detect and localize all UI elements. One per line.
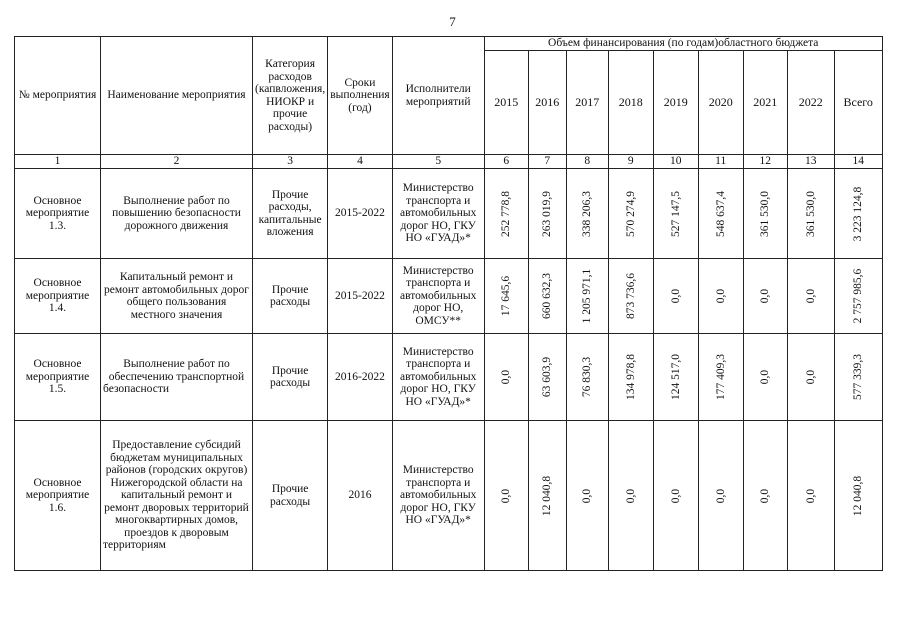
header-funding-group: Объем финансирования (по годам)областного бюджета [484, 37, 882, 51]
value-2019: 527 147,5 [669, 190, 682, 237]
value-cell [743, 421, 787, 571]
value-cell [698, 259, 743, 334]
header-year: 2022 [787, 51, 834, 155]
value-cell [608, 421, 653, 571]
value-cell [698, 169, 743, 259]
value-cell [787, 421, 834, 571]
column-index: 12 [743, 155, 787, 169]
column-index: 13 [787, 155, 834, 169]
value-total: 3 223 124,8 [851, 186, 864, 241]
funding-table [14, 36, 883, 571]
value-2020: 0,0 [714, 488, 727, 503]
column-index: 14 [834, 155, 882, 169]
measure-name: Капитальный ремонт и ремонт автомобильных дорог общего пользования местного значения [101, 259, 253, 334]
value-2020: 0,0 [714, 288, 727, 304]
value-cell [608, 334, 653, 421]
execution-terms: 2015-2022 [328, 169, 393, 259]
value-2021: 0,0 [758, 288, 771, 304]
column-index: 4 [328, 155, 393, 169]
measure-number: Основное мероприятие 1.4. [15, 259, 101, 334]
header-year: 2018 [608, 51, 653, 155]
header-year: 2019 [653, 51, 698, 155]
value-cell [566, 259, 608, 334]
column-index: 2 [101, 155, 253, 169]
value-2018: 134 978,8 [624, 354, 637, 400]
header-num: № мероприятия [15, 37, 101, 155]
value-2019: 0,0 [669, 288, 682, 304]
column-index: 7 [528, 155, 566, 169]
column-index: 1 [15, 155, 101, 169]
value-cell [484, 169, 528, 259]
column-index: 11 [698, 155, 743, 169]
value-2017: 76 830,3 [580, 356, 593, 398]
expense-category: Прочие расходы [253, 334, 328, 421]
value-2016: 263 019,9 [540, 190, 553, 237]
value-total: 577 339,3 [851, 354, 864, 400]
value-2022: 0,0 [804, 488, 817, 503]
value-2016: 660 632,3 [540, 273, 553, 319]
value-2017: 1 205 971,1 [580, 268, 593, 324]
value-2020: 548 637,4 [714, 190, 727, 237]
header-year: 2015 [484, 51, 528, 155]
value-cell [653, 259, 698, 334]
value-2022: 0,0 [804, 288, 817, 304]
value-cell [528, 421, 566, 571]
value-cell [698, 334, 743, 421]
value-cell [608, 169, 653, 259]
value-total: 12 040,8 [851, 475, 864, 516]
value-cell [834, 259, 882, 334]
header-year: 2021 [743, 51, 787, 155]
measure-name: Предоставление субсидий бюджетам муниципальных районов (городских округов) Нижегородской области на капитальный ремонт и ремонт дворовых территорий многоквартирных домов, проездов к дворовым территориям [101, 421, 253, 571]
measure-number: Основное мероприятие 1.3. [15, 169, 101, 259]
header-name: Наименование мероприятия [101, 37, 253, 155]
value-cell [653, 169, 698, 259]
value-2015: 17 645,6 [499, 275, 512, 317]
header-terms: Сроки выполнения (год) [328, 37, 393, 155]
executors: Министерство транспорта и автомобильных дорог НО, ГКУ НО «ГУАД»* [392, 169, 484, 259]
value-2015: 0,0 [499, 369, 512, 385]
value-2015: 252 778,8 [499, 190, 512, 237]
header-category: Категория расходов (капвложения, НИОКР и прочие расходы) [253, 37, 328, 155]
table-row [15, 259, 883, 334]
value-cell [566, 421, 608, 571]
column-index: 9 [608, 155, 653, 169]
value-cell [787, 334, 834, 421]
column-index: 8 [566, 155, 608, 169]
measure-name: Выполнение работ по повышению безопасности дорожного движения [101, 169, 253, 259]
value-2021: 0,0 [758, 369, 771, 385]
value-2016: 63 603,9 [540, 356, 553, 398]
value-cell [787, 259, 834, 334]
table-row [15, 334, 883, 421]
executors: Министерство транспорта и автомобильных дорог НО, ОМСУ** [392, 259, 484, 334]
value-cell [743, 169, 787, 259]
header-year: 2016 [528, 51, 566, 155]
executors: Министерство транспорта и автомобильных дорог НО, ГКУ НО «ГУАД»* [392, 334, 484, 421]
value-cell [743, 259, 787, 334]
column-index-row [15, 155, 883, 169]
value-cell [834, 334, 882, 421]
value-cell [528, 169, 566, 259]
value-2019: 0,0 [669, 488, 682, 503]
expense-category: Прочие расходы [253, 421, 328, 571]
value-cell [566, 169, 608, 259]
value-2019: 124 517,0 [669, 354, 682, 400]
value-2022: 0,0 [804, 369, 817, 385]
header-executors: Исполнители мероприятий [392, 37, 484, 155]
table-row [15, 421, 883, 571]
column-index: 3 [253, 155, 328, 169]
value-cell [834, 169, 882, 259]
measure-name: Выполнение работ по обеспечению транспортной безопасности [101, 334, 253, 421]
value-cell [484, 421, 528, 571]
value-cell [698, 421, 743, 571]
page-number: 7 [449, 14, 456, 29]
header-year: 2020 [698, 51, 743, 155]
value-2015: 0,0 [499, 488, 512, 503]
value-2022: 361 530,0 [804, 190, 817, 237]
value-cell [834, 421, 882, 571]
value-cell [608, 259, 653, 334]
value-cell [653, 421, 698, 571]
column-index: 10 [653, 155, 698, 169]
value-2021: 0,0 [758, 488, 771, 503]
executors: Министерство транспорта и автомобильных дорог НО, ГКУ НО «ГУАД»* [392, 421, 484, 571]
value-cell [484, 334, 528, 421]
value-cell [743, 334, 787, 421]
value-2018: 570 274,9 [624, 190, 637, 237]
measure-number: Основное мероприятие 1.6. [15, 421, 101, 571]
value-2018: 873 736,6 [624, 273, 637, 319]
value-2016: 12 040,8 [540, 475, 553, 516]
value-2021: 361 530,0 [758, 190, 771, 237]
value-total: 2 757 985,6 [851, 268, 864, 324]
column-index: 5 [392, 155, 484, 169]
execution-terms: 2015-2022 [328, 259, 393, 334]
value-cell [566, 334, 608, 421]
value-cell [653, 334, 698, 421]
table-row [15, 169, 883, 259]
column-index: 6 [484, 155, 528, 169]
execution-terms: 2016-2022 [328, 334, 393, 421]
header-total: Всего [834, 51, 882, 155]
value-2020: 177 409,3 [714, 354, 727, 400]
value-cell [787, 169, 834, 259]
execution-terms: 2016 [328, 421, 393, 571]
value-2018: 0,0 [624, 488, 637, 503]
value-cell [528, 334, 566, 421]
value-cell [484, 259, 528, 334]
value-cell [528, 259, 566, 334]
measure-number: Основное мероприятие 1.5. [15, 334, 101, 421]
value-2017: 338 206,3 [580, 190, 593, 237]
expense-category: Прочие расходы [253, 259, 328, 334]
value-2017: 0,0 [580, 488, 593, 503]
header-year: 2017 [566, 51, 608, 155]
expense-category: Прочие расходы, капитальные вложения [253, 169, 328, 259]
